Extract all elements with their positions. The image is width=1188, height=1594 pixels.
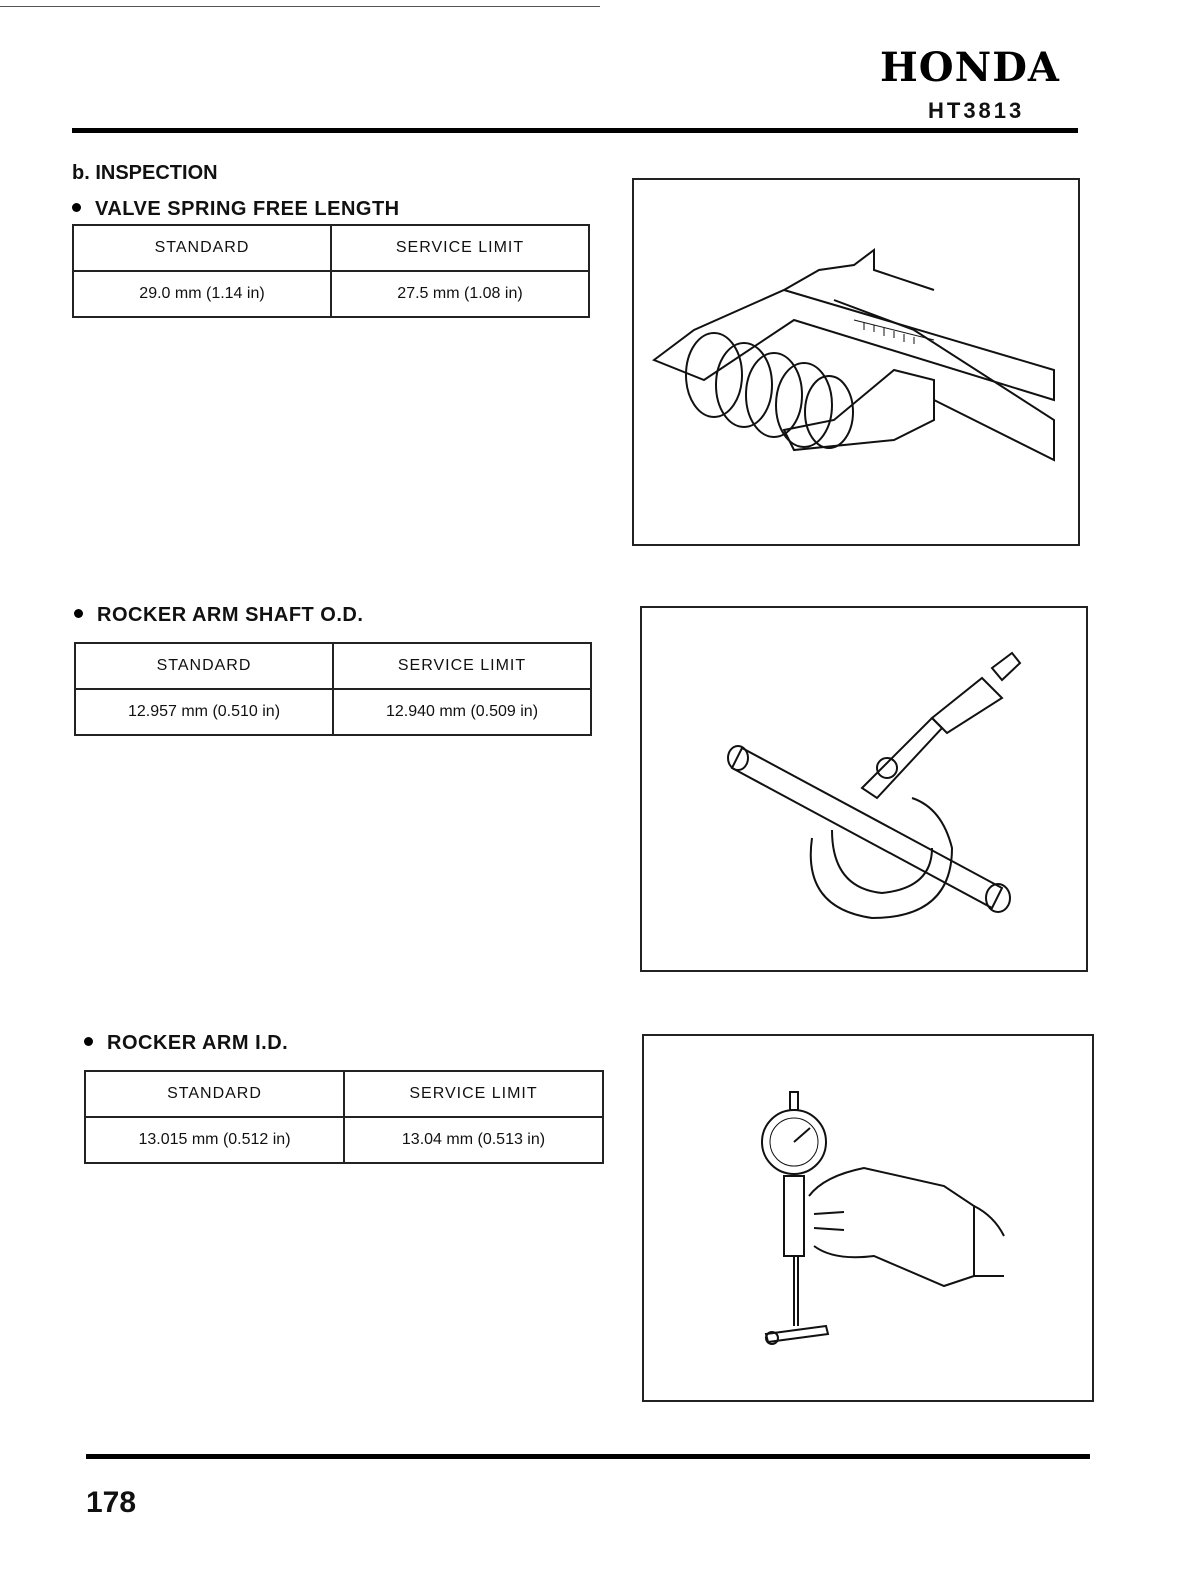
brand-logo: HONDA <box>880 44 1060 91</box>
page-number: 178 <box>86 1486 137 1519</box>
col-service-limit: SERVICE LIMIT <box>344 1071 603 1117</box>
heading-rocker-id: ROCKER ARM I.D. <box>84 1032 288 1055</box>
service-limit-value: 12.940 mm (0.509 in) <box>333 689 591 735</box>
table-row <box>85 1117 603 1163</box>
heading-rocker-shaft: ROCKER ARM SHAFT O.D. <box>74 604 363 627</box>
model-number: HT3813 <box>928 98 1025 123</box>
heading-valve-spring: VALVE SPRING FREE LENGTH <box>72 198 400 221</box>
standard-value: 13.015 mm (0.512 in) <box>85 1117 344 1163</box>
col-standard: STANDARD <box>85 1071 344 1117</box>
col-service-limit: SERVICE LIMIT <box>331 225 589 271</box>
spec-table-valve-spring <box>72 224 590 318</box>
figure-rocker-id <box>642 1034 1094 1402</box>
bullet-icon <box>74 609 83 618</box>
bullet-icon <box>84 1037 93 1046</box>
spec-table-rocker-shaft <box>74 642 592 736</box>
table-row <box>75 689 591 735</box>
bore-gauge-icon <box>644 1036 1092 1400</box>
col-standard: STANDARD <box>73 225 331 271</box>
figure-valve-spring <box>632 178 1080 546</box>
top-scan-rule <box>0 6 600 7</box>
service-limit-value: 13.04 mm (0.513 in) <box>344 1117 603 1163</box>
standard-value: 29.0 mm (1.14 in) <box>73 271 331 317</box>
figure-rocker-shaft <box>640 606 1088 972</box>
spec-table-rocker-id <box>84 1070 604 1164</box>
bullet-icon <box>72 203 81 212</box>
header-rule <box>72 128 1078 133</box>
col-standard: STANDARD <box>75 643 333 689</box>
table-row <box>73 271 589 317</box>
col-service-limit: SERVICE LIMIT <box>333 643 591 689</box>
service-limit-value: 27.5 mm (1.08 in) <box>331 271 589 317</box>
section-title: b. INSPECTION <box>72 162 218 184</box>
footer-rule <box>86 1454 1090 1459</box>
standard-value: 12.957 mm (0.510 in) <box>75 689 333 735</box>
table-header-row <box>75 643 591 689</box>
table-header-row <box>73 225 589 271</box>
micrometer-icon <box>642 608 1086 970</box>
table-header-row <box>85 1071 603 1117</box>
vernier-caliper-icon <box>634 180 1078 544</box>
